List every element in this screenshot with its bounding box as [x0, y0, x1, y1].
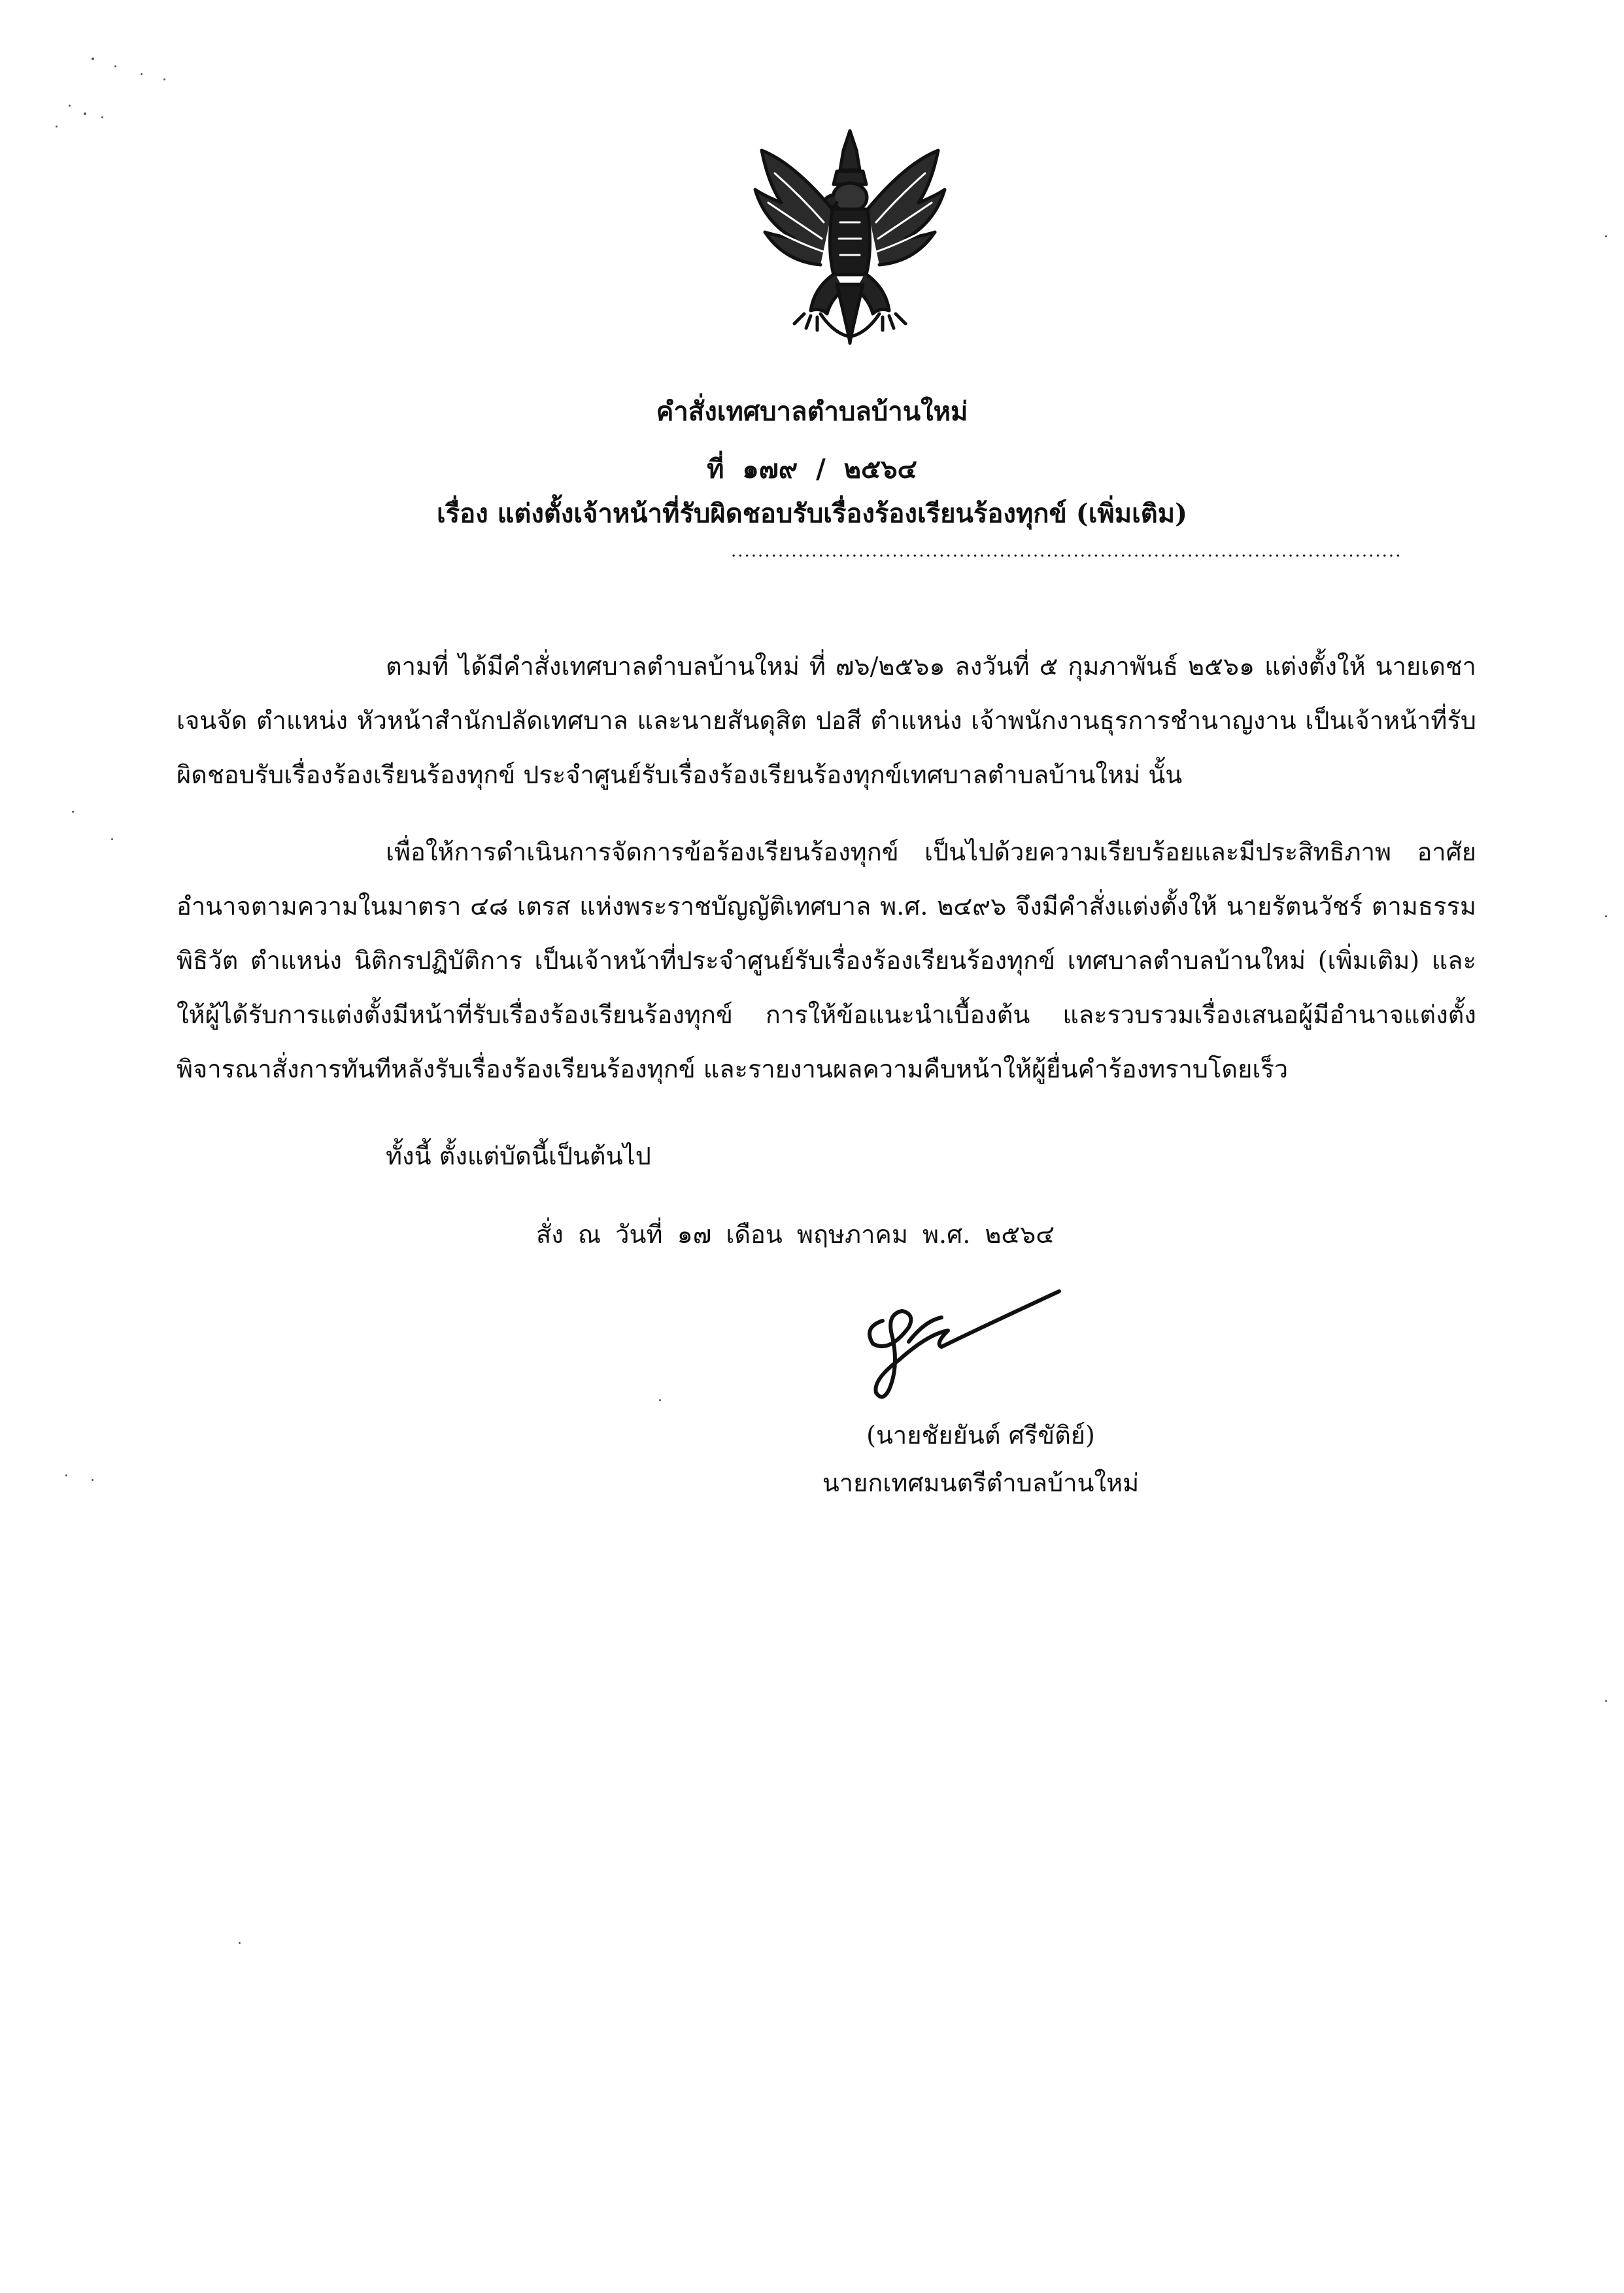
order-title: คำสั่งเทศบาลตำบลบ้านใหม่ [656, 396, 968, 427]
scan-speck [163, 78, 165, 80]
scan-speck [659, 1399, 661, 1401]
scan-speck [1605, 235, 1607, 237]
paragraph-appointment: เพื่อให้การดำเนินการจัดการข้อร้องเรียนร้องทุกข์ เป็นไปด้วยความเรียบร้อยและมีประสิทธิภาพ อาศัยอำนาจตามความในมาตรา ๔๘ เตรส แห่งพระราชบัญญัติเทศบาล พ.ศ. ๒๔๙๖ จึงมีคำสั่งแต่งตั้งให้ นายรัตนวัชร์ ตามธรรมพิธิวัต ตำแหน่ง นิติกรปฏิบัติการ เป็นเจ้าหน้าที่ประจำศูนย์รับเรื่องร้องเรียนร้องทุกข์ เทศบาลตำบลบ้านใหม่ (เพิ่มเติม) และให้ผู้ได้รับการแต่งตั้งมีหน้าที่รับเรื่องร้องเรียนร้องทุกข์ การให้ข้อแนะนำเบื้องต้น และรวบรวมเรื่องเสนอผู้มีอำนาจแต่งตั้งพิจารณาสั่งการทันทีหลังรับเรื่องร้องเรียนร้องทุกข์ และรายงานผลความคืบหน้าให้ผู้ยื่นคำร้องทราบโดยเร็ว [177, 838, 1477, 1083]
signer-name: (นายชัยยันต์ ศรีขัติย์) [866, 1421, 1095, 1450]
order-number: ที่ ๑๗๙ / ๒๕๖๔ [707, 454, 917, 484]
garuda-emblem-icon [749, 124, 951, 347]
scan-speck [84, 112, 86, 115]
paragraph-background: ตามที่ ได้มีคำสั่งเทศบาลตำบลบ้านใหม่ ที่ ๗๖/๒๕๖๑ ลงวันที่ ๕ กุมภาพันธ์ ๒๕๖๑ แต่งตั้งให้ นายเดชา เจนจัด ตำแหน่ง หัวหน้าสำนักปลัดเทศบาล และนายสันดุสิต ปอสี ตำแหน่ง เจ้าพนักงานธุรการชำนาญงาน เป็นเจ้าหน้าที่รับผิดชอบรับเรื่องร้องเรียนร้องทุกข์ ประจำศูนย์รับเรื่องร้องเรียนร้องทุกข์เทศบาลตำบลบ้านใหม่ นั้น [177, 652, 1476, 789]
scan-speck [72, 811, 74, 813]
scan-speck [114, 65, 116, 67]
scan-speck [1605, 1700, 1607, 1702]
handwritten-signature-icon [837, 1282, 1072, 1412]
order-date: สั่ง ณ วันที่ ๑๗ เดือน พฤษภาคม พ.ศ. ๒๕๖๔ [536, 1220, 1055, 1249]
scan-speck [141, 73, 143, 75]
scan-speck [101, 116, 103, 118]
scan-speck [92, 1479, 93, 1481]
scan-speck [56, 126, 58, 127]
paragraph-effective: ทั้งนี้ ตั้งแต่บัดนี้เป็นต้นไป [386, 1142, 651, 1170]
order-subject: เรื่อง แต่งตั้งเจ้าหน้าที่รับผิดชอบรับเรื่องร้องเรียนร้องทุกข์ (เพิ่มเติม) [436, 498, 1188, 529]
scan-speck [111, 838, 113, 840]
scan-speck [65, 1474, 67, 1476]
signer-position: นายกเทศมนตรีตำบลบ้านใหม่ [822, 1469, 1140, 1497]
separator-line: .................................................................................................... [731, 541, 1402, 561]
scan-speck [69, 105, 71, 107]
scan-speck [239, 1942, 241, 1944]
scan-speck [1605, 915, 1607, 917]
scan-speck [92, 58, 94, 60]
